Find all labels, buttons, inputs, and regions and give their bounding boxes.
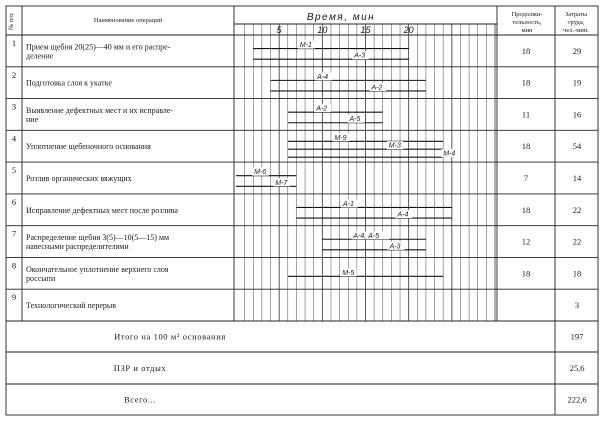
time-tick-label: 10 — [317, 25, 328, 35]
bar-label: А-3 — [354, 52, 366, 60]
operation-labor: 22 — [572, 236, 582, 247]
header-labor-line-2: труда, — [567, 19, 585, 26]
bar-label: А-5 — [349, 116, 361, 124]
operation-name: россыпи — [26, 273, 56, 283]
operation-name: Прием щебня 20(25)—40 мм и его распре- — [26, 42, 171, 52]
bar-label: А-2 — [371, 84, 383, 92]
row-number: 3 — [11, 101, 17, 112]
header-duration-line-2: тельность, — [512, 19, 542, 26]
time-axis-ticks — [277, 25, 414, 35]
operation-duration: 11 — [521, 109, 531, 120]
header-duration-line-1: Продолжи- — [511, 11, 543, 18]
bar-label: М-4 — [443, 150, 456, 158]
bar-label: М-6 — [254, 169, 267, 177]
operation-duration: 7 — [523, 173, 529, 183]
operation-name: Подготовка слоя к укатке — [26, 78, 112, 88]
operation-row — [12, 133, 582, 151]
operation-duration: 12 — [521, 236, 531, 247]
summary-rows — [114, 332, 587, 405]
bar-label: М-9 — [334, 134, 347, 142]
operation-name: Окончательное уплотнение верхнего слоя — [26, 264, 169, 274]
operation-duration: 18 — [521, 45, 531, 56]
bar-label: М-7 — [275, 179, 288, 187]
bar-label: А-2 — [316, 105, 328, 113]
summary-value: 25,6 — [569, 363, 585, 373]
row-number: 6 — [11, 196, 17, 207]
row-number: 8 — [11, 260, 17, 271]
header-time-axis-title: Время, мин — [306, 12, 376, 23]
operation-labor: 29 — [572, 45, 582, 56]
time-tick-label: 15 — [360, 25, 371, 35]
bar-label: М-3 — [388, 142, 401, 150]
operation-labor: 16 — [572, 109, 582, 120]
operation-rows — [12, 38, 582, 310]
operation-name: Уплотнение щебеночного основания — [26, 142, 151, 152]
operation-duration: 18 — [521, 141, 531, 152]
operation-duration: 18 — [521, 204, 531, 215]
bar-label: А-4, А-5 — [353, 232, 380, 240]
operation-duration: 18 — [521, 77, 531, 88]
summary-value: 222,6 — [567, 394, 587, 405]
row-number: 1 — [11, 38, 17, 48]
header-duration-line-3: мин — [521, 27, 533, 34]
summary-value: 197 — [570, 331, 584, 342]
time-tick-label: 5 — [276, 25, 282, 35]
summary-label: Всего... — [123, 394, 157, 405]
operation-row — [12, 292, 579, 310]
bar-label: М-5 — [342, 269, 355, 277]
header-labor-line-1: Затраты — [564, 11, 588, 18]
gantt-bars — [236, 41, 458, 277]
row-number: 5 — [11, 165, 17, 176]
operation-labor: 3 — [574, 300, 580, 311]
bar-label: А-3 — [389, 243, 401, 251]
row-number: 7 — [11, 228, 17, 239]
operation-name: Розлив органических вяжущих — [26, 174, 132, 183]
time-tick-label: 20 — [403, 25, 414, 35]
row-number: 2 — [11, 69, 17, 80]
operation-labor: 14 — [572, 173, 582, 183]
row-number: 9 — [11, 292, 17, 303]
operation-labor: 54 — [572, 141, 582, 152]
operation-labor: 19 — [572, 77, 582, 88]
operation-labor: 22 — [572, 204, 582, 215]
summary-label: ПЗР и отдых — [113, 363, 167, 373]
header-operation-name: Наименование операций — [93, 17, 163, 24]
operation-row — [12, 165, 582, 183]
row-number: 4 — [11, 133, 17, 144]
bar-label: М-1 — [299, 42, 312, 50]
operation-name: деление — [26, 51, 54, 61]
header-labor-line-3: чел.-мин. — [563, 27, 589, 34]
operation-duration: 18 — [521, 268, 531, 279]
bar-label: А-1 — [343, 200, 354, 208]
operation-name: Выявление дефектных мест и их исправле- — [26, 105, 174, 115]
bar-label: А-4 — [397, 211, 409, 219]
operation-name: Исправление дефектных мест после розлива — [26, 205, 178, 215]
summary-label: Итого на 100 м² основания — [114, 331, 226, 342]
operation-name: Распределение щебня 3(5)—10(5—15) мм — [26, 233, 170, 243]
operation-labor: 18 — [572, 268, 582, 279]
operation-name: навесными распределителями — [26, 242, 129, 252]
operation-name: Технологический перерыв — [26, 301, 117, 311]
operation-name: ние — [26, 114, 39, 124]
header-num: № п/п — [8, 13, 15, 30]
bar-label: А-4 — [317, 73, 329, 81]
